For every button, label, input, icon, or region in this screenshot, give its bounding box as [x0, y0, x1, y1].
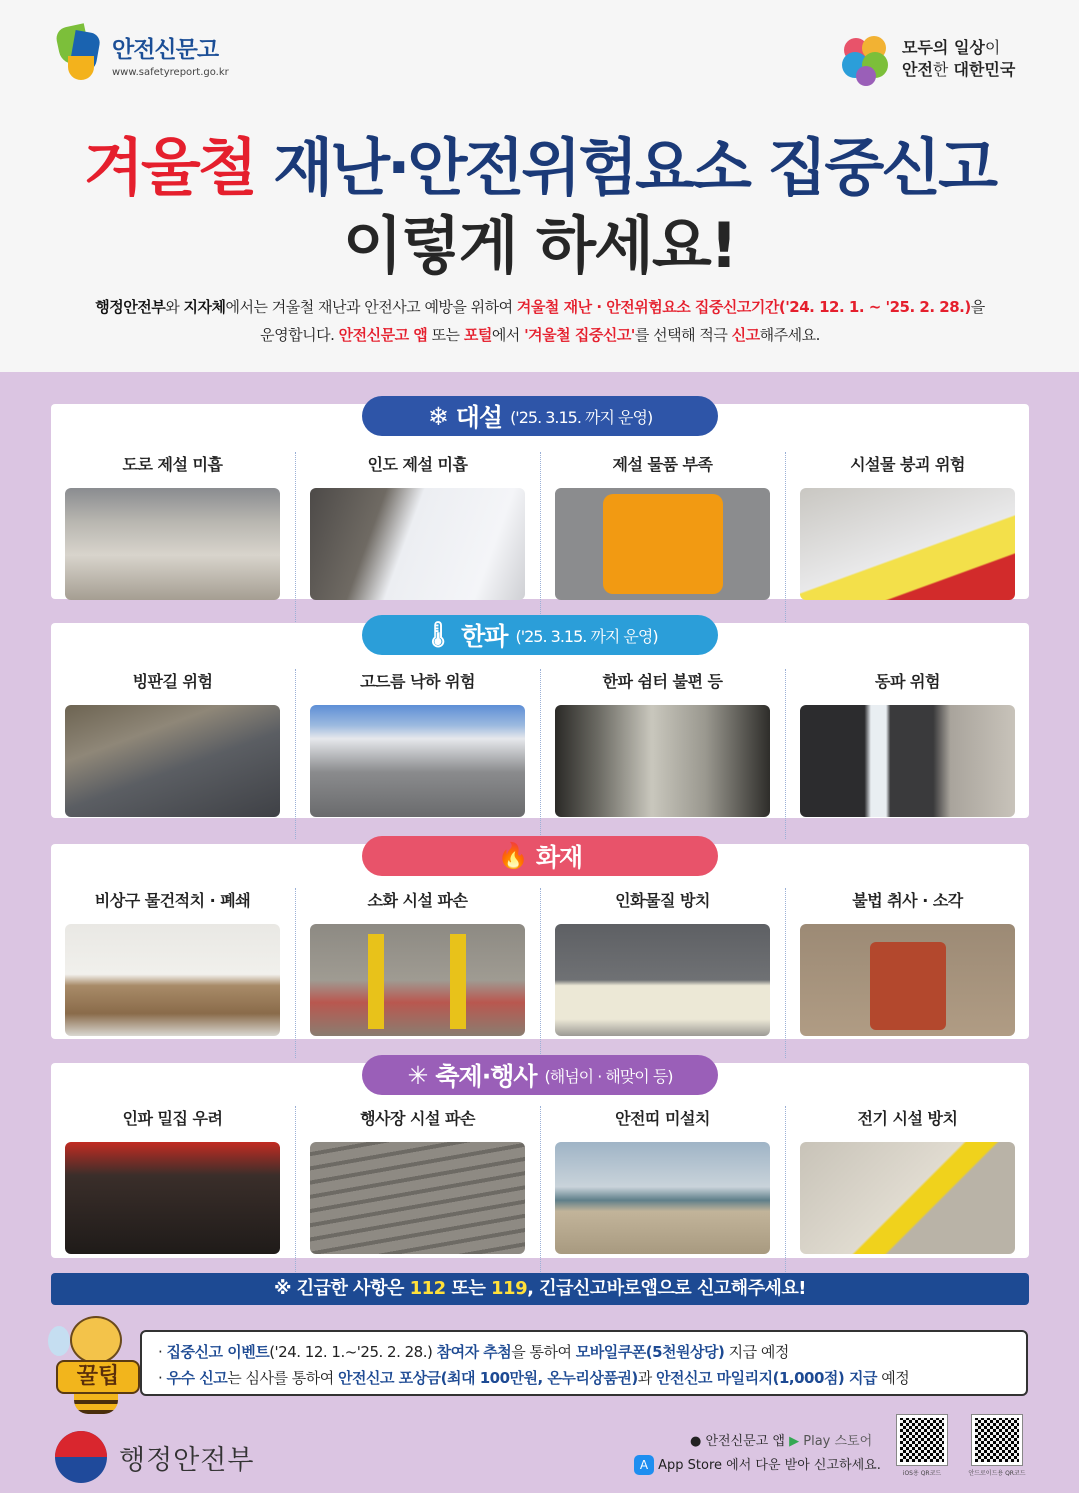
slogan-logo: [838, 30, 1015, 88]
banner-e: , 긴급신고바로앱으로 신고해주세요!: [527, 1278, 806, 1299]
divider: [785, 1106, 786, 1276]
sidewalk-snow-photo: [310, 488, 525, 600]
intro-p10: 또는: [427, 326, 464, 344]
item-label: 소화 시설 파손: [367, 891, 468, 910]
item-facility-collapse[interactable]: [800, 452, 1015, 600]
tip2-f: 안전신고 마일리지(1,000점) 지급: [655, 1369, 877, 1387]
intro-p5: 겨울철 재난 · 안전위험요소 집중신고기간: [516, 298, 779, 316]
item-venue-damaged[interactable]: [310, 1106, 525, 1254]
intro-p8: 운영합니다.: [260, 326, 339, 344]
snowflake-icon: ❄: [427, 401, 448, 431]
tip2-g: 예정: [876, 1369, 910, 1387]
intro-p3: 지자체: [183, 298, 226, 316]
divider: [540, 452, 541, 622]
item-label: 인파 밀집 우려: [122, 1109, 223, 1128]
intro-text: [40, 293, 1040, 349]
banner-112: 112: [409, 1278, 446, 1299]
tips-box: [140, 1330, 1028, 1396]
item-crowd[interactable]: [65, 1106, 280, 1254]
tip1-b: 집중신고 이벤트: [166, 1343, 270, 1361]
tip1-d: 참여자 추첨: [436, 1343, 512, 1361]
tip-badge: 꿀팁: [56, 1360, 140, 1394]
exit-blocked-photo: [65, 924, 280, 1036]
bee-mascot-icon: [48, 1316, 148, 1416]
icicle-photo: [310, 705, 525, 817]
tip1-bullet: ·: [158, 1343, 167, 1361]
pill-title: 축제·행사: [435, 1062, 537, 1091]
pill-title: 화재: [535, 843, 583, 872]
item-label: 행사장 시설 파손: [360, 1109, 475, 1128]
divider: [785, 888, 786, 1058]
seaside-photo: [555, 1142, 770, 1254]
pill-title: 대설: [455, 403, 503, 432]
item-label: 안전띠 미설치: [615, 1109, 710, 1128]
intro-p2: 와: [165, 298, 184, 316]
pill-festival: [362, 1055, 718, 1095]
subtitle: 이렇게 하세요!: [342, 209, 737, 282]
tip1-c: ('24. 12. 1.~'25. 2. 28.): [269, 1343, 437, 1361]
title-blue: 재난·안전위험요소 집중신고: [254, 131, 996, 204]
tip1-f: 모바일쿠폰(5천원상당): [575, 1343, 725, 1361]
item-label: 불법 취사 · 소각: [852, 891, 963, 910]
emergency-banner: [51, 1273, 1029, 1305]
burning-barrel-photo: [800, 924, 1015, 1036]
intro-p4: 에서는 겨울철 재난과 안전사고 예방을 위하여: [225, 298, 517, 316]
item-exit-blocked[interactable]: [65, 888, 280, 1036]
main-title: [0, 118, 1079, 207]
header-area: [0, 0, 1079, 372]
item-no-safety-rope[interactable]: [555, 1106, 770, 1254]
frozen-pipe-photo: [800, 705, 1015, 817]
cold-shelter-photo: [555, 705, 770, 817]
logo-title: 안전신문고: [112, 36, 219, 63]
ios-qr-code-icon[interactable]: [896, 1414, 948, 1466]
divider: [295, 452, 296, 622]
divider: [540, 888, 541, 1058]
intro-p1: 행정안전부: [95, 298, 166, 316]
slogan-2c: 대한민국: [953, 60, 1016, 79]
item-label: 인도 제설 미흡: [367, 455, 468, 474]
divider: [785, 669, 786, 839]
tip2-c: 는 심사를 통하여: [227, 1369, 338, 1387]
item-label: 도로 제설 미흡: [122, 455, 223, 474]
item-label: 시설물 붕괴 위험: [850, 455, 965, 474]
pill-fire: [362, 836, 718, 876]
pill-note: ('25. 3.15. 까지 운영): [510, 407, 653, 427]
ios-qr-label: iOS용 QR코드: [902, 1470, 942, 1477]
android-qr-code-icon[interactable]: [971, 1414, 1023, 1466]
intro-p16: 해주세요.: [759, 326, 820, 344]
item-frozen-pipe[interactable]: [800, 669, 1015, 817]
thermometer-icon: 🌡: [422, 620, 454, 649]
slogan-2b: 한: [932, 60, 954, 79]
facility-collapse-photo: [800, 488, 1015, 600]
intro-p6: ('24. 12. 1. ~ '25. 2. 28.): [778, 298, 971, 316]
banner-c: 또는: [445, 1278, 492, 1299]
item-electric-facility[interactable]: [800, 1106, 1015, 1254]
item-label: 제설 물품 부족: [612, 455, 713, 474]
people-heart-icon: [838, 30, 896, 88]
app-store-label[interactable]: App Store: [658, 1458, 723, 1473]
item-icicle[interactable]: [310, 669, 525, 817]
electric-photo: [800, 1142, 1015, 1254]
pill-cold: [362, 615, 718, 655]
ministry-name: 행정안전부: [119, 1444, 255, 1476]
item-label: 동파 위험: [875, 672, 940, 691]
item-label: 고드름 낙하 위험: [360, 672, 475, 691]
intro-p15: 신고: [731, 326, 760, 344]
item-label: 비상구 물건적치 · 폐쇄: [94, 891, 251, 910]
item-snow-supply[interactable]: [555, 452, 770, 600]
crowd-photo: [65, 1142, 280, 1254]
firework-icon: ✳: [407, 1060, 428, 1090]
divider: [540, 1106, 541, 1276]
item-road-snow[interactable]: [65, 452, 280, 600]
app-line1: ● 안전신문고 앱: [690, 1434, 785, 1449]
hydrant-photo: [310, 924, 525, 1036]
app-line2: 에서 다운 받아 신고하세요.: [722, 1458, 881, 1473]
ministry-logo[interactable]: [55, 1431, 254, 1483]
pill-snow: [362, 396, 718, 436]
item-icy-road[interactable]: [65, 669, 280, 817]
item-hydrant-damaged[interactable]: [310, 888, 525, 1036]
banner-119: 119: [491, 1278, 528, 1299]
app-store-icon[interactable]: A: [634, 1455, 654, 1475]
tip1-g: 지급 예정: [724, 1343, 789, 1361]
tip1-e: 을 통하여: [511, 1343, 576, 1361]
item-flammable[interactable]: [555, 888, 770, 1036]
tip2-e: 과: [637, 1369, 656, 1387]
tip2-d: 안전신고 포상금(최대 100만원, 온누리상품권): [337, 1369, 638, 1387]
intro-p12: 에서: [491, 326, 525, 344]
pill-note: ('25. 3.15. 까지 운영): [515, 626, 658, 646]
divider: [295, 1106, 296, 1276]
android-qr-label: 안드로이드용 QR코드: [968, 1470, 1026, 1477]
pill-title: 한파: [461, 622, 508, 651]
slogan-2a: 안전: [902, 60, 933, 79]
divider: [295, 669, 296, 839]
slogan-tail: 이: [984, 38, 1001, 57]
divider: [785, 452, 786, 622]
title-red: 겨울철: [83, 131, 255, 204]
divider: [295, 888, 296, 1058]
app-download-info: [634, 1430, 881, 1478]
item-label: 빙판길 위험: [132, 672, 213, 691]
banner-a: ※ 긴급한 사항은: [273, 1278, 410, 1299]
road-snow-photo: [65, 488, 280, 600]
intro-p7: 을: [970, 298, 985, 316]
fire-icon: 🔥: [497, 841, 528, 870]
item-sidewalk-snow[interactable]: [310, 452, 525, 600]
intro-p11: 포털: [463, 326, 492, 344]
item-cold-shelter[interactable]: [555, 669, 770, 817]
stairs-photo: [310, 1142, 525, 1254]
item-label: 한파 쉼터 불편 등: [602, 672, 723, 691]
tip2-b: 우수 신고: [166, 1369, 228, 1387]
logo-url: www.safetyreport.go.kr: [112, 66, 229, 78]
snow-supply-photo: [555, 488, 770, 600]
taegeuk-icon: [55, 1431, 107, 1483]
shield-logo-icon: [58, 26, 104, 82]
item-label: 인화물질 방치: [615, 891, 710, 910]
intro-p14: 를 선택해 적극: [634, 326, 732, 344]
tip2-bullet: ·: [158, 1369, 167, 1387]
item-label: 전기 시설 방치: [857, 1109, 958, 1128]
slogan-bold: 모두의 일상: [902, 38, 985, 57]
icy-road-photo: [65, 705, 280, 817]
divider: [540, 669, 541, 839]
item-illegal-burning[interactable]: [800, 888, 1015, 1036]
intro-p13: '겨울철 집중신고': [524, 326, 635, 344]
play-store-label[interactable]: Play 스토어: [803, 1434, 873, 1449]
pill-note: (해넘이 · 해맞이 등): [544, 1066, 673, 1086]
intro-p9: 안전신문고 앱: [338, 326, 428, 344]
flammable-photo: [555, 924, 770, 1036]
play-store-icon[interactable]: ▶: [789, 1434, 800, 1449]
safety-report-logo[interactable]: [58, 26, 229, 82]
